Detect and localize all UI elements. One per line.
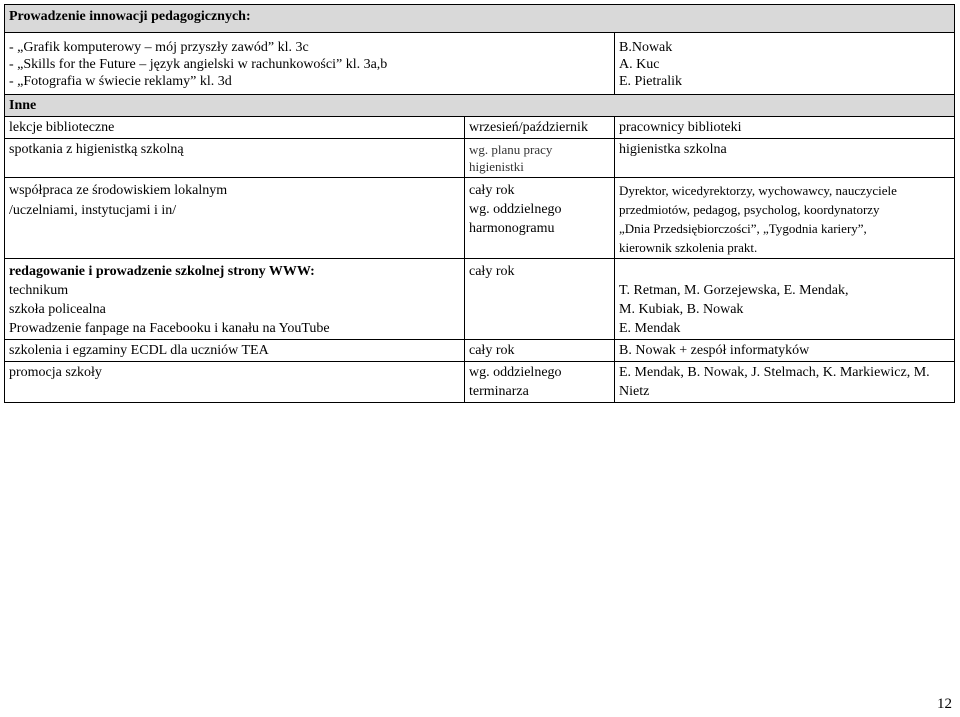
page-number: 12 xyxy=(937,696,952,712)
responsible-text: B. Nowak + zespół informatyków xyxy=(619,343,810,358)
www-title: redagowanie i prowadzenie szkolnej strony WWW: xyxy=(9,264,315,279)
www-people-cell xyxy=(615,259,955,340)
activity-text: współpraca ze środowiskiem lokalnym xyxy=(9,183,228,198)
time-text: wrzesień/październik xyxy=(469,120,588,135)
person: B.Nowak xyxy=(619,40,673,55)
responsible-cell xyxy=(615,178,955,259)
time-text: higienistki xyxy=(469,159,524,174)
responsible-text: pracownicy biblioteki xyxy=(619,120,742,135)
time-text: terminarza xyxy=(469,384,529,399)
time-cell xyxy=(465,259,615,340)
responsible-text: higienistka szkolna xyxy=(619,142,727,157)
section-title: Prowadzenie innowacji pedagogicznych: xyxy=(5,5,955,33)
responsible-text: E. Mendak, B. Nowak, J. Stelmach, K. Markiewicz, M. xyxy=(619,365,930,380)
activity-cell xyxy=(5,139,465,178)
time-text: wg. oddzielnego xyxy=(469,365,562,380)
time-text: cały rok xyxy=(469,264,515,279)
activity-text: szkolenia i egzaminy ECDL dla uczniów TEA xyxy=(9,343,269,358)
responsible-text: Dyrektor, wicedyrektorzy, wychowawcy, nauczyciele xyxy=(619,183,897,198)
time-text: harmonogramu xyxy=(469,221,555,236)
activity-text: /uczelniami, instytucjami i in/ xyxy=(9,203,177,218)
activity-text: lekcje biblioteczne xyxy=(9,120,115,135)
time-cell xyxy=(465,139,615,178)
activity-cell xyxy=(5,340,465,362)
time-text: wg. oddzielnego xyxy=(469,202,562,217)
activity-text: spotkania z higienistką szkolną xyxy=(9,142,184,157)
activity-text: promocja szkoły xyxy=(9,365,102,380)
www-line: technikum xyxy=(9,283,69,298)
www-activity-cell xyxy=(5,259,465,340)
table-row xyxy=(5,178,955,259)
responsible-cell xyxy=(615,340,955,362)
responsible-text: kierownik szkolenia prakt. xyxy=(619,240,758,255)
responsible-text: E. Mendak xyxy=(619,321,681,336)
responsible-text: „Dnia Przedsiębiorczości”, „Tygodnia kariery”, xyxy=(619,221,867,236)
person: A. Kuc xyxy=(619,57,660,72)
innovation-item: - „Skills for the Future – język angielski w rachunkowości” kl. 3a,b xyxy=(9,57,388,72)
other-heading: Inne xyxy=(5,95,955,117)
www-row xyxy=(5,259,955,340)
time-cell xyxy=(465,117,615,139)
innovations-people xyxy=(615,33,955,95)
responsible-text: Nietz xyxy=(619,384,650,399)
www-line: szkoła policealna xyxy=(9,302,106,317)
schedule-table xyxy=(4,4,955,403)
time-text: wg. planu pracy xyxy=(469,142,553,157)
innovation-item: - „Grafik komputerowy – mój przyszły zawód” kl. 3c xyxy=(9,40,309,55)
time-cell xyxy=(465,340,615,362)
responsible-cell xyxy=(615,362,955,403)
responsible-text: przedmiotów, pedagog, psycholog, koordynatorzy xyxy=(619,202,880,217)
table-row xyxy=(5,340,955,362)
header-row xyxy=(5,5,955,33)
time-cell xyxy=(465,362,615,403)
time-cell xyxy=(465,178,615,259)
innovations-row xyxy=(5,33,955,95)
www-line: Prowadzenie fanpage na Facebooku i kanału na YouTube xyxy=(9,321,330,336)
innovations-list xyxy=(5,33,615,95)
other-heading-row xyxy=(5,95,955,117)
table-row xyxy=(5,139,955,178)
time-text: cały rok xyxy=(469,343,515,358)
time-text: cały rok xyxy=(469,183,515,198)
table-row xyxy=(5,117,955,139)
responsible-text: T. Retman, M. Gorzejewska, E. Mendak, xyxy=(619,283,849,298)
activity-cell xyxy=(5,117,465,139)
responsible-cell xyxy=(615,117,955,139)
activity-cell xyxy=(5,178,465,259)
innovation-item: - „Fotografia w świecie reklamy” kl. 3d xyxy=(9,74,232,89)
responsible-text: M. Kubiak, B. Nowak xyxy=(619,302,744,317)
responsible-cell xyxy=(615,139,955,178)
person: E. Pietralik xyxy=(619,74,682,89)
table-row xyxy=(5,362,955,403)
activity-cell xyxy=(5,362,465,403)
